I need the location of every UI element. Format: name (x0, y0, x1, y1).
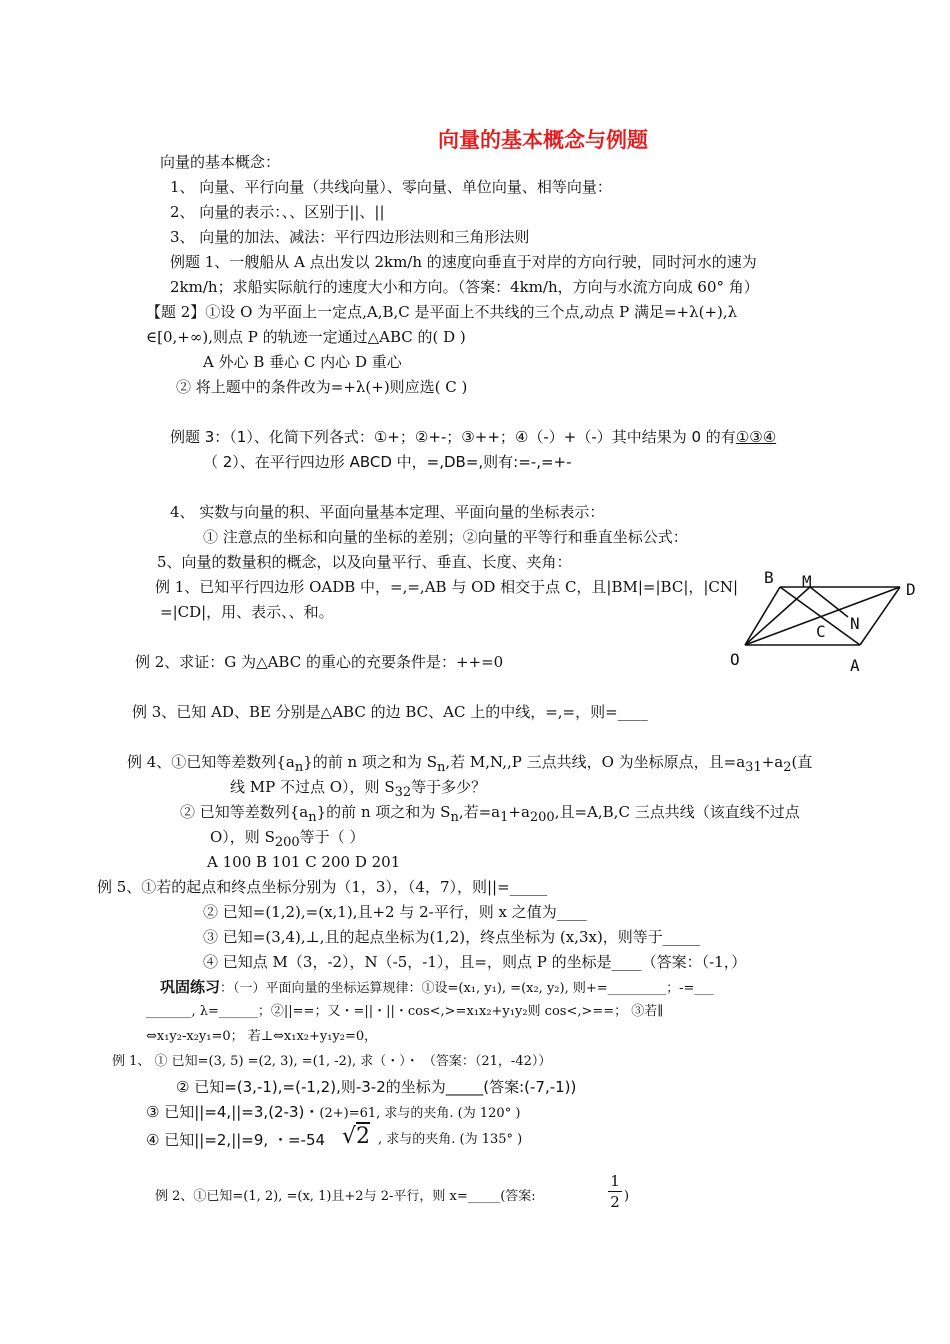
example-3-part-1: 例题 3：（1）、化简下列各式：①+；②+-；③++；④（-）+（-）其中结果为 0 的有①③④ (170, 428, 777, 446)
label-a: A (850, 656, 860, 675)
example-1-line-1: 例题 1、一艘船从 A 点出发以 2km/h 的速度向垂直于对岸的方向行驶，同时河水的速为 (170, 253, 757, 271)
practice-heading: 巩固练习 (160, 978, 221, 996)
label-n: N (850, 614, 860, 633)
label-m: M (802, 572, 812, 591)
example-4-line-1: 例 4、①已知等差数列$\{a_n\}$的前 n 项之和为 $S_n$,若 M,N,,P 三点共线，O 为坐标原点，且$=a_{31}+a_2$(直 (127, 753, 813, 775)
label-b: B (764, 568, 774, 587)
label-d: D (906, 580, 916, 599)
concept-item-5: 5、向量的数量积的概念，以及向量平行、垂直、长度、夹角： (157, 553, 572, 571)
example-3-answer: ①③④ (735, 428, 777, 446)
sqrt-symbol: √2 (342, 1124, 371, 1149)
example-5-part-2: ② 已知=(1,2),=(x,1),且+2 与 2-平行，则 x 之值为____ (203, 903, 587, 921)
practice-example-1-part-4: ④ 已知||=2,||=9, ・=-54 (146, 1131, 326, 1149)
example-2-centroid: 例 2、求证：G 为△ABC 的重心的充要条件是：++=0 (135, 653, 504, 671)
fraction-one-half: 1 2 (608, 1172, 622, 1211)
parallelogram-figure (730, 565, 930, 680)
problem-2-part-2: ② 将上题中的条件改为=+λ(+)则应选( C ) (176, 378, 468, 396)
example-1-line-2: 2km/h；求船实际航行的速度大小和方向。（答案：4km/h，方向与水流方向成 60° 角） (170, 278, 759, 296)
practice-example-1-part-1: 例 1、 ① 已知=(3, 5) =(2, 3), =(1, -2), 求（・）・ （答案：（21，-42）） (112, 1054, 552, 1069)
practice-line-2: _______, λ=______；②||==；又・=||・||・cos<,>=x₁x₂+y₁y₂则 cos<,>==； ③若∥ (146, 1004, 664, 1019)
practice-line-1: 巩固练习：（一）平面向量的坐标运算规律：①设=(x₁, y₁), =(x₂, y₂), 则+=_________；-=___ (160, 978, 714, 996)
example-4-part-2-line-1: ② 已知等差数列$\{a_n\}$的前 n 项之和为 $S_n$,若$=a_1+a_{200}$,且=A,B,C 三点共线（该直线不过点 (180, 803, 800, 825)
practice-line-3: ⇔x₁y₂-x₂y₁=0； 若⊥⇔x₁x₂+y₁y₂=0， (146, 1029, 378, 1044)
parallelogram-example-line-2: =|CD|，用、表示、、和。 (160, 603, 334, 621)
practice-example-1-part-3: ③ 已知||=4,||=3,(2-3)・(2+)=61, 求与的夹角. (为 120° ) (146, 1103, 521, 1121)
section-heading: 向量的基本概念： (160, 153, 281, 171)
example-5-part-3: ③ 已知=(3,4),⊥,且的起点坐标为(1,2)，终点坐标为 (x,3x)，则等于_____ (203, 928, 701, 946)
practice-example-2-close: ) (624, 1189, 630, 1204)
example-4-options: A 100 B 101 C 200 D 201 (207, 853, 401, 871)
example-3-part-2: （ 2）、在平行四边形 ABCD 中，=,DB=,则有:=-,=+- (203, 453, 572, 471)
example-5-part-1: 例 5、①若的起点和终点坐标分别为（1，3），（4，7），则||=_____ (97, 878, 548, 896)
practice-example-2: 例 2、①已知=(1, 2), =(x, 1)且+2与 2-平行，则 x=_____(答案: (155, 1189, 536, 1204)
concept-item-3: 3、 向量的加法、减法：平行四边形法则和三角形法则 (170, 228, 530, 246)
parallelogram-example-line-1: 例 1、已知平行四边形 OADB 中，=,=,AB 与 OD 相交于点 C，且|BM|=|BC|，|CN| (155, 578, 739, 596)
practice-example-1-part-4-tail: , 求与的夹角. (为 135° ) (378, 1132, 523, 1147)
concept-item-4-note: ① 注意点的坐标和向量的坐标的差别；②向量的平等行和垂直坐标公式： (203, 528, 688, 546)
example-5-part-4: ④ 已知点 M（3，-2），N（-5，-1），且=，则点 P 的坐标是____（答案：（-1，） (203, 953, 747, 971)
practice-example-1-part-2: ② 已知=(3,-1),=(-1,2),则-3-2的坐标为_____(答案:(-7,-1)) (176, 1078, 577, 1096)
concept-item-4: 4、 实数与向量的积、平面向量基本定理、平面向量的坐标表示： (170, 503, 605, 521)
concept-item-2: 2、 向量的表示：、、区别于||、|| (170, 203, 385, 221)
label-o: O (730, 650, 740, 669)
example-4-part-2-line-2: O），则 $S_{200}$等于（ ） (210, 828, 365, 850)
example-4-line-2: 线 MP 不过点 O），则 $S_{32}$等于多少？ (230, 778, 487, 800)
problem-2-line-1: 【题 2】①设 O 为平面上一定点,A,B,C 是平面上不共线的三个点,动点 P 满足=+λ(+),λ (146, 303, 738, 321)
problem-2-line-2: ∈[0,+∞),则点 P 的轨迹一定通过△ABC 的( D ) (146, 328, 466, 346)
concept-item-1: 1、 向量、平行向量（共线向量）、零向量、单位向量、相等向量： (170, 178, 612, 196)
page-title: 向量的基本概念与例题 (438, 128, 648, 152)
problem-2-options: A 外心 B 垂心 C 内心 D 重心 (203, 353, 402, 371)
example-3-median: 例 3、已知 AD、BE 分别是△ABC 的边 BC、AC 上的中线，=,=，则=____ (132, 703, 648, 721)
label-c: C (816, 622, 826, 641)
